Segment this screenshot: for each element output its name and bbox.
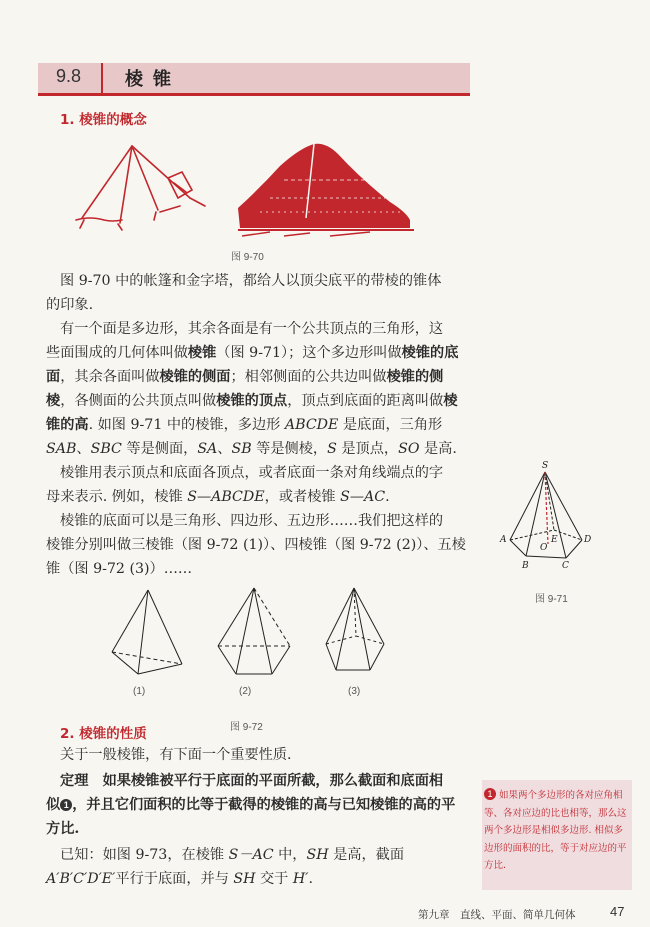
label-S: S — [542, 461, 549, 471]
paragraph-line: 面，其余各面叫做棱锥的侧面；相邻侧面的公共边叫做棱锥的侧 — [46, 369, 444, 385]
term-lateral-face: 棱锥的侧面 — [159, 369, 231, 385]
figure-9-70-caption: 图 9-70 — [231, 252, 264, 263]
page-number: 47 — [610, 904, 625, 919]
pyramid-drawing — [238, 144, 414, 236]
paragraph-line: 有一个面是多边形，其余各面是有一个公共顶点的三角形，这 — [60, 321, 444, 337]
section-number: 9.8 — [56, 66, 82, 86]
paragraph-line: 锥（图 9-72 (3)）…… — [46, 561, 193, 577]
figure-9-72-sub1: (1) — [133, 686, 146, 697]
paragraph-line: A′B′C′D′E′平行于底面，并与 SH 交于 H′. — [46, 871, 314, 887]
figure-9-72-caption: 图 9-72 — [230, 722, 263, 733]
footer-chapter: 第九章 直线、平面、简单几何体 — [418, 909, 576, 921]
tent-drawing — [76, 146, 205, 230]
paragraph-line: 锥的高. 如图 9-71 中的棱锥，多边形 ABCDE 是底面，三角形 — [46, 417, 443, 433]
paragraph-line: 关于一般棱锥，有下面一个重要性质. — [60, 747, 292, 763]
term-pyramid: 棱锥 — [187, 345, 217, 361]
side-note-text: 如果两个多边形的各对应角相等、各对应边的比也相等，那么这两个多边形是相似多边形. 相似多边形的面积的比，等于对应边的平方比. — [484, 790, 627, 872]
paragraph-line: 的印象. — [46, 297, 94, 313]
paragraph-line: 图 9-70 中的帐篷和金字塔，都给人以顶尖底平的带棱的锥体 — [60, 273, 442, 289]
paragraph-line: 棱锥分别叫做三棱锥（图 9-72 (1)）、四棱锥（图 9-72 (2)）、五棱 — [46, 537, 466, 553]
subsection-heading-concept: 1. 棱锥的概念 — [60, 112, 147, 128]
section-title: 棱锥 — [125, 69, 181, 90]
figure-9-72-diagram — [100, 582, 400, 702]
paragraph-line: 母来表示. 例如，棱锥 S—ABCDE，或者棱锥 S—AC. — [46, 489, 390, 505]
pentagonal-pyramid — [326, 588, 384, 670]
theorem-line: 定理 如果棱锥被平行于底面的平面所截，那么截面和底面相 — [60, 773, 444, 789]
paragraph-line: SAB、SBC 等是侧面，SA、SB 等是侧棱，S 是顶点，SO 是高. — [46, 441, 457, 457]
side-note — [484, 787, 630, 875]
term-base: 棱锥的底 — [401, 345, 459, 361]
theorem-line: 似 1 ，并且它们面积的比等于截得的棱锥的高与已知棱锥的高的平 — [46, 797, 456, 813]
label-A: A — [500, 535, 507, 545]
figure-9-71-caption: 图 9-71 — [535, 594, 568, 605]
paragraph-line: 些面围成的几何体叫做棱锥（图 9-71）；这个多边形叫做棱锥的底 — [46, 345, 459, 361]
side-note-mark: 1 — [484, 788, 496, 800]
paragraph-line: 已知：如图 9-73，在棱锥 S－AC 中，SH 是高，截面 — [60, 847, 405, 863]
section-divider — [101, 63, 103, 93]
term-lateral-edge: 棱锥的侧 — [386, 369, 444, 385]
label-D: D — [584, 535, 592, 545]
label-O: O — [540, 543, 548, 553]
triangular-pyramid — [112, 590, 182, 674]
subsection-heading-property: 2. 棱锥的性质 — [60, 726, 147, 742]
term-height: 棱 — [443, 393, 458, 409]
theorem-label: 定理 — [60, 773, 89, 789]
theorem-line: 方比. — [46, 821, 80, 837]
figure-9-70-illustration — [70, 128, 420, 238]
paragraph-line: 棱，各侧面的公共顶点叫做棱锥的顶点，顶点到底面的距离叫做棱 — [46, 393, 458, 409]
quadrangular-pyramid — [218, 588, 290, 674]
term-apex: 棱锥的顶点 — [216, 393, 288, 409]
figure-9-72-sub3: (3) — [348, 686, 361, 697]
label-E: E — [551, 535, 558, 545]
paragraph-line: 棱锥的底面可以是三角形、四边形、五边形……我们把这样的 — [60, 513, 444, 529]
label-B: B — [522, 561, 529, 571]
figure-9-71-diagram — [496, 458, 606, 578]
footnote-mark: 1 — [60, 799, 72, 811]
paragraph-line: 棱锥用表示顶点和底面各顶点，或者底面一条对角线端点的字 — [60, 465, 444, 481]
figure-9-72-sub2: (2) — [239, 686, 252, 697]
label-C: C — [562, 561, 569, 571]
